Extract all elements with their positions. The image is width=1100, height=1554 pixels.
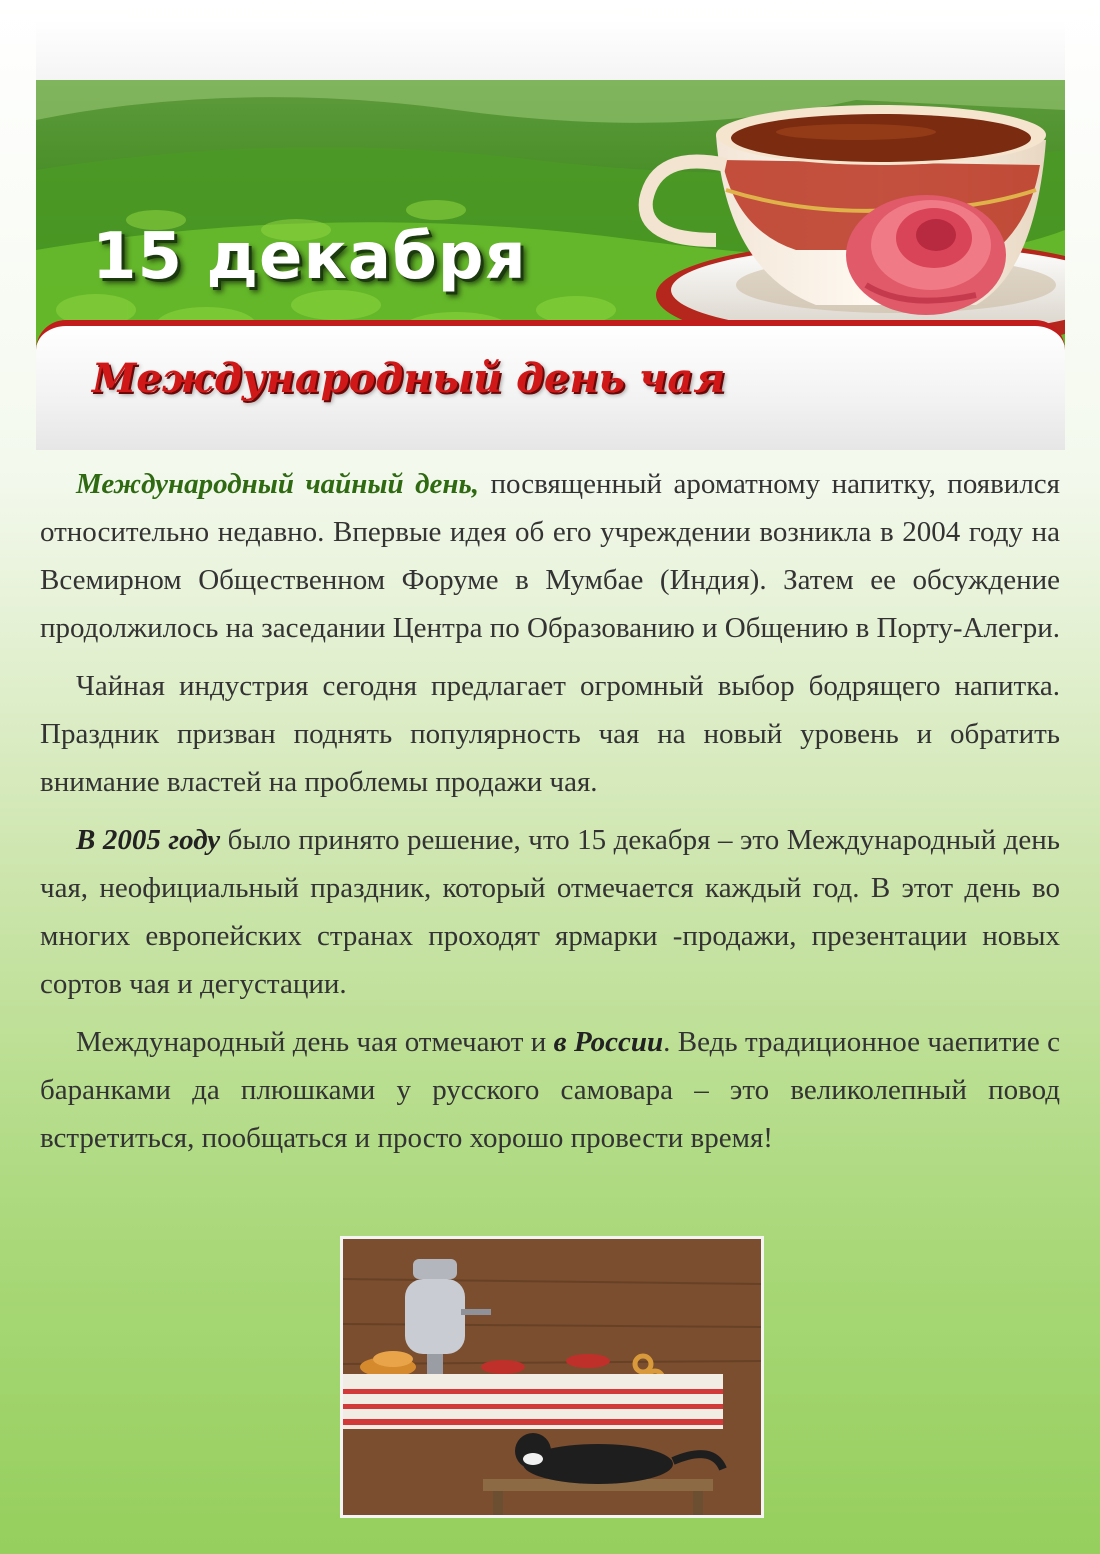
paragraph-4-before: Международный день чая отмечают и [76,1026,554,1058]
date-title: 15 декабря [92,220,527,294]
paragraph-3 [40,816,1060,1008]
samovar-illustration [340,1236,764,1518]
paragraph-1-text: посвященный ароматному напитку, появился относительно недавно. Впервые идея об его учреждении возникла в 2004 году на Всемирном Общественном Форуме в Мумбае (Индия). Затем ее обсуждение продолжилось на заседании Центра по Образованию и Общению в Порту-Алегри. [40,468,1061,644]
paragraph-4-emphasis: в России [553,1026,664,1058]
article-body [40,460,1060,1172]
holiday-title: Международный день чая [92,355,726,402]
paragraph-4-after: . Ведь традиционное чаепитие с баранками да плюшками у русского самовара – это великолепный повод встретиться, пообщаться и просто хорошо провести время! [40,1026,1061,1154]
paragraph-3-text: было принято решение, что 15 декабря – это Международный день чая, неофициальный праздник, который отмечается каждый год. В этот день во многих европейских странах проходят ярмарки -продажи, презентации новых сортов чая и дегустации. [40,824,1060,1000]
paragraph-1 [40,460,1060,652]
header-banner [36,20,1065,450]
tea-plantation-photo [36,80,1065,355]
paragraph-3-lead: В 2005 году [76,824,221,856]
paragraph-2 [40,662,1060,806]
paragraph-4 [40,1018,1060,1162]
paragraph-1-lead: Международный чайный день, [76,468,480,500]
paragraph-2-text: Чайная индустрия сегодня предлагает огромный выбор бодрящего напитка. Праздник призван поднять популярность чая на новый уровень и обратить внимание властей на проблемы продажи чая. [40,670,1060,798]
